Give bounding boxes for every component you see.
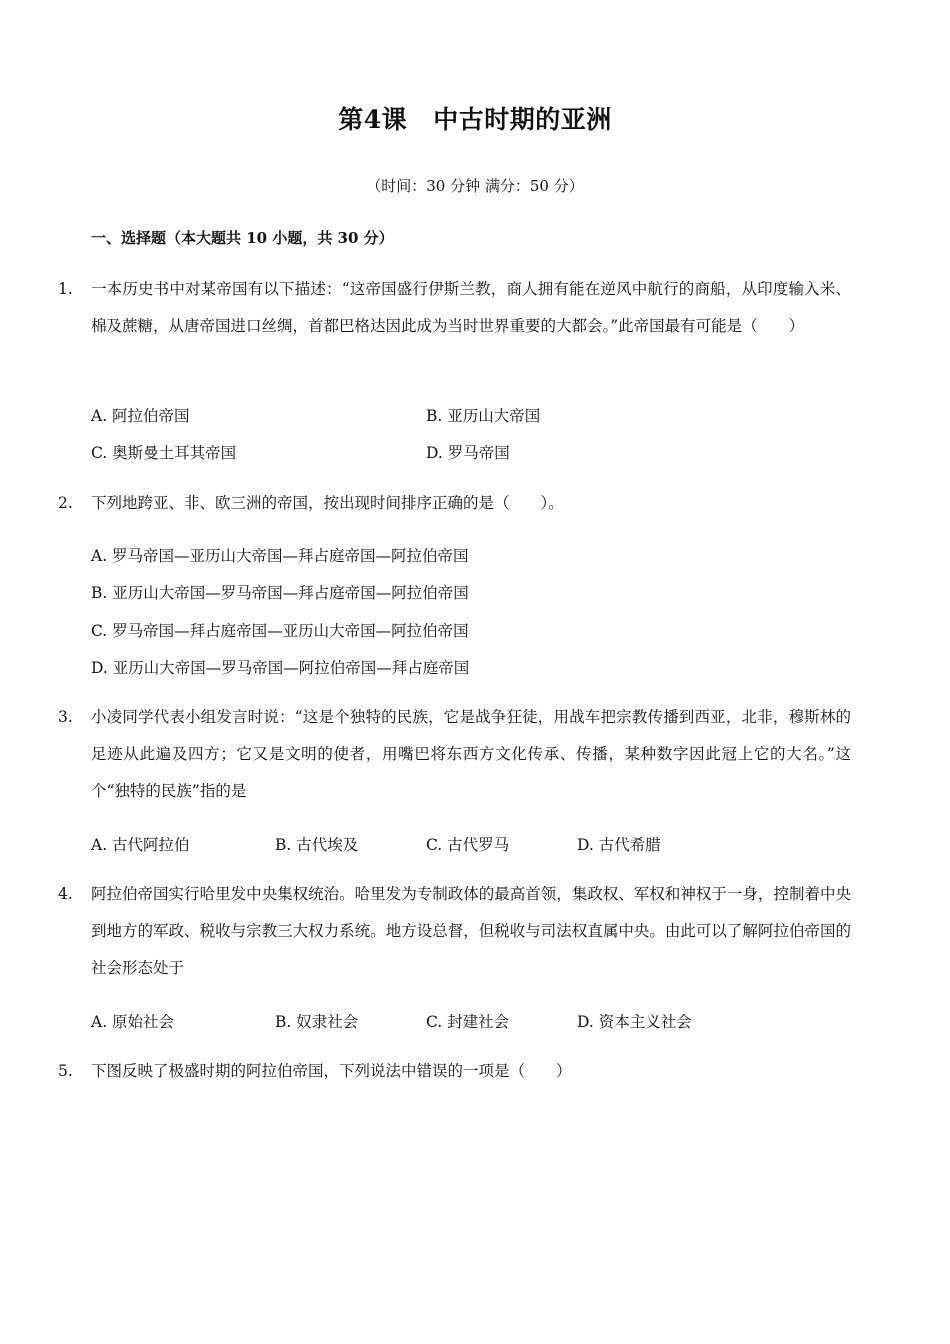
q2-option-b: B. 亚历山大帝国—罗马帝国—拜占庭帝国—阿拉伯帝国 — [91, 584, 469, 602]
section-heading: 一、选择题（本大题共 10 小题，共 30 分） — [91, 229, 394, 247]
q4-option-b: B. 奴隶社会 — [275, 1013, 359, 1031]
question-stem: 一本历史书中对某帝国有以下描述：“这帝国盛行伊斯兰教，商人拥有能在逆风中航行的商船，从印度输入米、棉及蔗糖，从唐帝国进口丝绸，首都巴格达因此成为当时世界重要的大都会。”此帝国最有可能是（ ） — [91, 280, 851, 335]
q2-option-d: D. 亚历山大帝国—罗马帝国—阿拉伯帝国—拜占庭帝国 — [91, 659, 470, 677]
q1-option-a: A. 阿拉伯帝国 — [91, 407, 190, 425]
exam-info: （时间：30 分钟 满分：50 分） — [366, 177, 584, 195]
q3-option-a: A. 古代阿拉伯 — [91, 836, 190, 854]
lesson-title: 中古时期的亚洲 — [433, 105, 612, 134]
q1-option-b: B. 亚历山大帝国 — [426, 407, 541, 425]
q3-option-c: C. 古代罗马 — [426, 836, 510, 854]
question-stem: 小凌同学代表小组发言时说：“这是个独特的民族，它是战争狂徒，用战车把宗教传播到西亚，北非，穆斯林的足迹从此遍及四方；它又是文明的使者，用嘴巴将东西方文化传承、传播，某种数字因此冠上它的大名。”这个“独特的民族”指的是 — [91, 708, 851, 800]
lesson-number: 第4课 — [338, 105, 408, 134]
q1-option-c: C. 奥斯曼土耳其帝国 — [91, 444, 237, 462]
page-title — [0, 100, 950, 136]
question-number: 4. — [58, 885, 73, 903]
question-number: 3. — [58, 708, 73, 726]
question-number: 5. — [58, 1062, 73, 1080]
q4-option-d: D. 资本主义社会 — [577, 1013, 692, 1031]
q1-option-d: D. 罗马帝国 — [426, 444, 510, 462]
question-stem: 下列地跨亚、非、欧三洲的帝国，按出现时间排序正确的是（ ）。 — [91, 494, 564, 512]
question-stem: 阿拉伯帝国实行哈里发中央集权统治。哈里发为专制政体的最高首领，集政权、军权和神权于一身，控制着中央到地方的军政、税收与宗教三大权力系统。地方设总督，但税收与司法权直属中央。由此可以了解阿拉伯帝国的社会形态处于 — [91, 885, 851, 977]
q3-option-b: B. 古代埃及 — [275, 836, 359, 854]
q4-option-a: A. 原始社会 — [91, 1013, 175, 1031]
question-number: 2. — [58, 494, 73, 512]
q2-option-c: C. 罗马帝国—拜占庭帝国—亚历山大帝国—阿拉伯帝国 — [91, 622, 469, 640]
q3-option-d: D. 古代希腊 — [577, 836, 661, 854]
q4-option-c: C. 封建社会 — [426, 1013, 510, 1031]
q2-option-a: A. 罗马帝国—亚历山大帝国—拜占庭帝国—阿拉伯帝国 — [91, 547, 469, 565]
question-number: 1. — [58, 280, 73, 298]
question-stem: 下图反映了极盛时期的阿拉伯帝国，下列说法中错误的一项是（ ） — [91, 1062, 572, 1080]
